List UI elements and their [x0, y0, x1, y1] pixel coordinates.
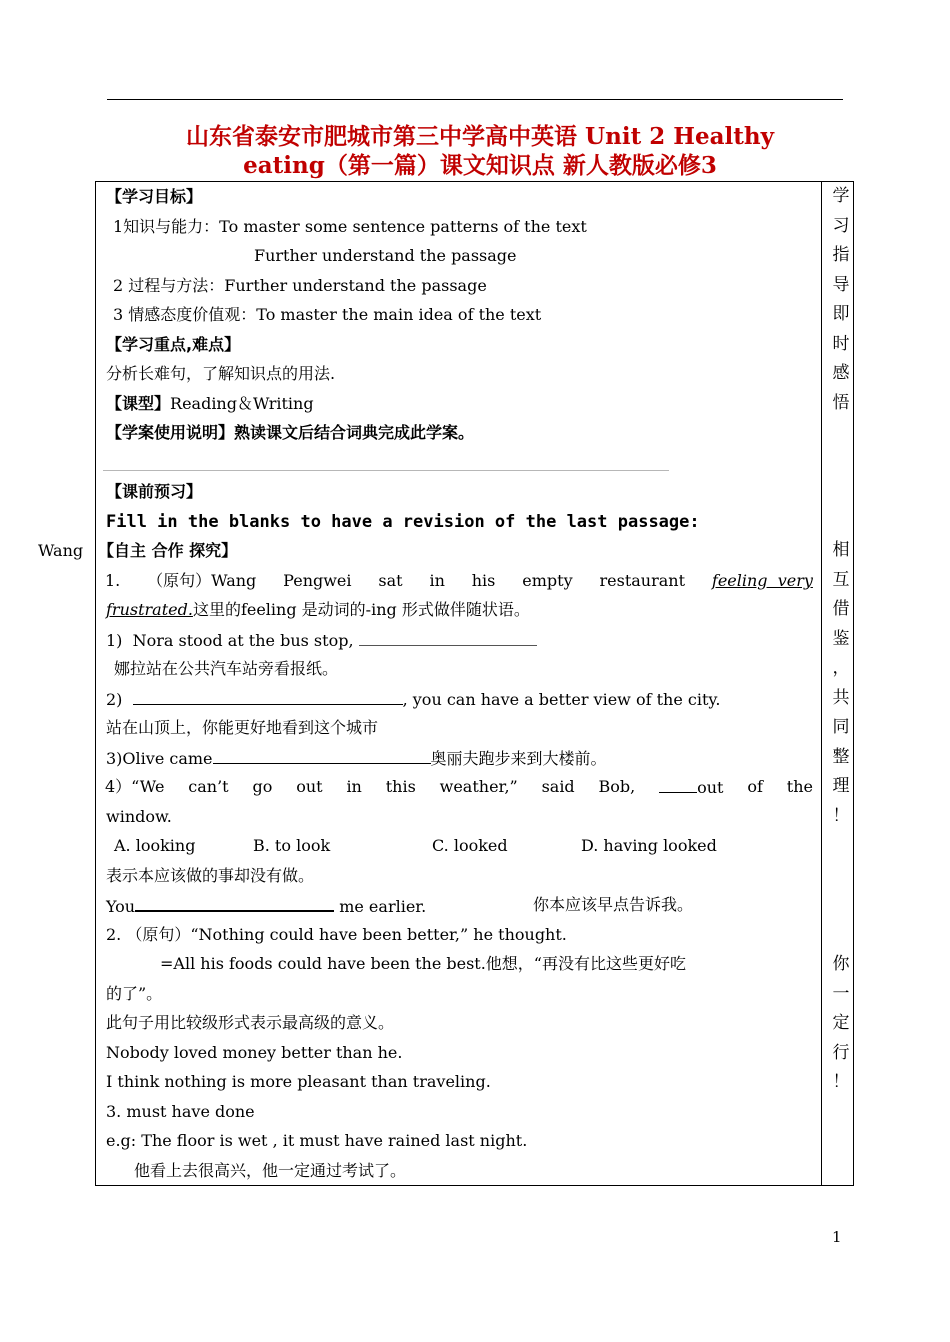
word: of	[747, 777, 763, 796]
exercise-4-cont: window.	[106, 807, 172, 826]
lesson-type-value: Reading＆Writing	[170, 394, 314, 413]
side-note-char: 指	[832, 245, 850, 265]
side-note-char: ！	[832, 805, 850, 826]
preview-heading: 【课前预习】	[106, 482, 203, 501]
word: restaurant	[599, 571, 686, 590]
side-note-char: 导	[832, 274, 850, 295]
exercise-4-blank[interactable]	[659, 776, 697, 793]
side-note-char: 相	[832, 540, 850, 560]
side-note-upper	[829, 182, 853, 418]
side-note-char: 习	[832, 215, 850, 236]
side-note-char: 同	[832, 717, 850, 737]
side-note-lower	[829, 950, 853, 1098]
objective-3: 3 情感态度价值观：To master the main idea of the text	[113, 305, 542, 324]
exercise-2	[106, 688, 720, 711]
page-number: 1	[832, 1228, 842, 1246]
item2: 2. （原句）“Nothing could have been better,” he thought.	[106, 925, 567, 944]
exercise-3-text: 3)Olive came	[106, 749, 213, 768]
word: in	[429, 571, 445, 590]
side-note-char: 你	[832, 954, 850, 974]
side-column-divider	[821, 181, 822, 1186]
lesson-type-heading: 【课型】	[106, 394, 171, 413]
side-note-char: 一	[832, 983, 850, 1004]
instructions	[106, 422, 474, 444]
exercise-4-blank-group	[659, 776, 723, 799]
you-text-end: me earlier.	[339, 897, 427, 916]
example-phrase-end: frustrated.	[106, 600, 193, 619]
explore-heading: 【自主 合作 探究】	[98, 541, 238, 560]
section-divider	[103, 470, 669, 471]
side-note-char: 互	[832, 569, 850, 590]
you-blank[interactable]	[135, 894, 334, 912]
objectives-heading: 【学习目标】	[106, 187, 203, 206]
side-note-middle	[829, 536, 853, 831]
lesson-type	[106, 393, 314, 415]
exercise-1-cn: 娜拉站在公共汽车站旁看报纸。	[114, 659, 339, 678]
side-note-char: 学	[832, 186, 850, 206]
word: Bob,	[598, 777, 636, 796]
side-note-char: 借	[832, 599, 850, 619]
exercise-3-blank[interactable]	[213, 747, 431, 764]
word: can’t	[188, 777, 229, 796]
exercise-2-num: 2)	[106, 690, 123, 709]
item1-note: 这里的feeling 是动词的-ing 形式做伴随状语。	[192, 600, 530, 619]
document-title-line1: 山东省泰安市肥城市第三中学高中英语 Unit 2 Healthy	[186, 123, 774, 150]
side-note-char: ！	[832, 1072, 850, 1092]
word: go	[252, 777, 273, 796]
you-cn: 你本应该早点告诉我。	[533, 895, 694, 914]
word: 1.	[105, 571, 121, 590]
exercise-1	[106, 629, 537, 652]
item2-cont: 的了”。	[106, 984, 163, 1003]
you-sentence	[106, 894, 426, 918]
side-note-char: 共	[832, 687, 850, 708]
should-note: 表示本应该做的事却没有做。	[106, 866, 315, 885]
word: 4）“We	[105, 777, 165, 796]
item1-line	[105, 570, 813, 592]
word: weather,”	[439, 777, 518, 796]
side-note-char: 定	[832, 1013, 850, 1033]
objective-2: 2 过程与方法：Further understand the passage	[113, 276, 487, 295]
item3-cn: 他看上去很高兴，他一定通过考试了。	[134, 1161, 407, 1180]
side-note-char: 整	[832, 746, 850, 767]
side-note-char: ，	[832, 658, 850, 678]
side-note-char: 行	[832, 1042, 850, 1063]
word: his	[471, 571, 496, 590]
item2-eq: =All his foods could have been the best.他想，“再没有比这些更好吃	[160, 954, 686, 973]
exercise-3-cn: 奥丽夫跑步来到大楼前。	[430, 749, 607, 768]
instructions-value: 熟读课文后结合词典完成此学案。	[234, 423, 475, 442]
option-d: D. having looked	[581, 836, 717, 855]
side-note-char: 悟	[832, 392, 850, 413]
side-note-char: 鉴	[832, 628, 850, 649]
key-points-text: 分析长难句，了解知识点的用法.	[106, 364, 336, 383]
side-note-char: 理	[832, 776, 850, 796]
word: said	[541, 777, 575, 796]
instructions-heading: 【学案使用说明】	[106, 423, 235, 442]
key-points-heading: 【学习重点,难点】	[106, 335, 241, 354]
word: Pengwei	[283, 571, 352, 590]
option-c: C. looked	[432, 836, 508, 855]
preview-text: Fill in the blanks to have a revision of the last passage:	[106, 512, 700, 532]
exercise-1-blank[interactable]	[359, 629, 537, 646]
word: out	[697, 778, 724, 797]
side-note-char: 时	[832, 333, 850, 354]
exercise-2-cn: 站在山顶上，你能更好地看到这个城市	[106, 718, 379, 737]
header-rule	[107, 99, 843, 100]
item2-example-1: Nobody loved money better than he.	[106, 1043, 403, 1062]
side-note-char: 即	[832, 304, 850, 324]
item1-cont	[106, 599, 530, 621]
objective-1: 1知识与能力：To master some sentence patterns of the text	[113, 217, 587, 236]
item2-note: 此句子用比较级形式表示最高级的意义。	[106, 1013, 395, 1032]
item3-example: e.g: The floor is wet , it must have rained last night.	[106, 1131, 528, 1150]
exercise-2-blank[interactable]	[133, 688, 403, 705]
option-a: A. looking	[114, 836, 196, 855]
word: （原句）Wang	[147, 571, 257, 590]
exercise-1-text: 1) Nora stood at the bus stop,	[106, 631, 354, 650]
example-phrase: feeling very	[711, 571, 813, 590]
exercise-2-text: , you can have a better view of the city.	[402, 690, 721, 709]
word: out	[296, 777, 323, 796]
exercise-4	[105, 776, 813, 799]
content-table	[95, 181, 854, 1186]
word: sat	[378, 571, 403, 590]
item3: 3. must have done	[106, 1102, 255, 1121]
exercise-3	[106, 747, 607, 770]
document-title-line2: eating（第一篇）课文知识点 新人教版必修3	[243, 152, 717, 179]
word: empty	[522, 571, 573, 590]
option-b: B. to look	[253, 836, 331, 855]
you-text: You	[106, 897, 136, 916]
word: this	[385, 777, 416, 796]
word: the	[786, 777, 813, 796]
margin-text: Wang	[38, 541, 84, 560]
side-note-char: 感	[832, 363, 850, 383]
word: in	[346, 777, 362, 796]
objective-1b: Further understand the passage	[254, 246, 517, 265]
item2-example-2: I think nothing is more pleasant than traveling.	[106, 1072, 491, 1091]
